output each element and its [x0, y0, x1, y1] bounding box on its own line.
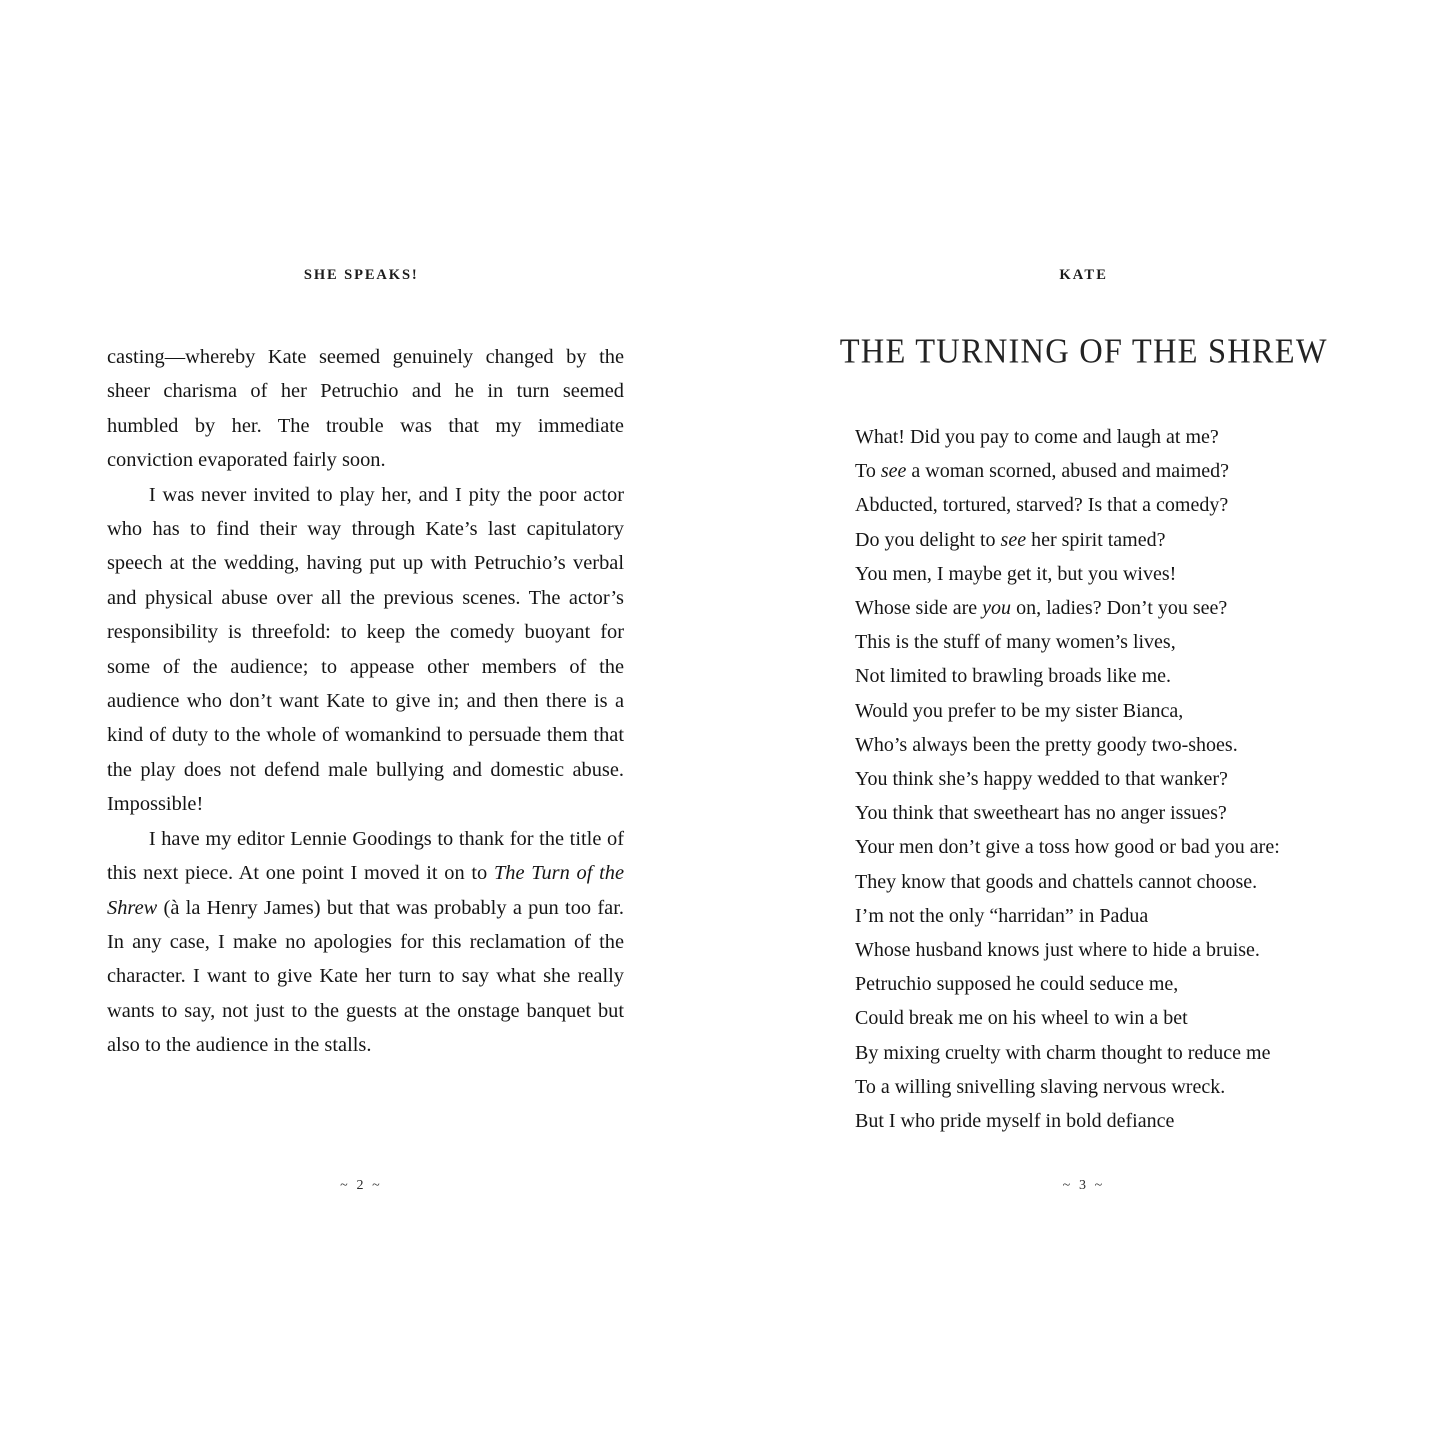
poem-line: Who’s always been the pretty goody two-shoes.: [855, 733, 1238, 756]
poem-line: Whose husband knows just where to hide a bruise.: [855, 939, 1260, 962]
poem-line: Petruchio supposed he could seduce me,: [855, 973, 1179, 996]
folio-right: ~ 3 ~: [1062, 1178, 1105, 1193]
poem-line: Do you delight to see her spirit tamed?: [855, 528, 1166, 551]
poem-line: Would you prefer to be my sister Bianca,: [855, 699, 1184, 722]
poem-line: To a willing snivelling slaving nervous wreck.: [855, 1075, 1226, 1098]
poem-line: What! Did you pay to come and laugh at me?: [855, 426, 1219, 448]
paragraph-2: I was never invited to play her, and I pity the poor actor who has to find their way through Kate’s last capitulatory speech at the wedding, having put up with Petruchio’s verbal and physical abuse over all the previous scenes. The actor’s responsibility is threefold: to keep the comedy buoyant for some of the audience; to appease other members of the audience who don’t want Kate to give in; and then there is a kind of duty to the whole of womankind to persuade them that the play does not defend male bullying and domestic abuse. Impossible!: [107, 483, 624, 816]
paragraph-3: I have my editor Lennie Goodings to thank for the title of this next piece. At one point I moved it on to The Turn of the Shrew (à la Henry James) but that was probably a pun too far. In any case, I make no apologies for this reclamation of the character. I want to give Kate her turn to say what she really wants to say, not just to the guests at the onstage banquet but also to the audience in the stalls.: [107, 827, 624, 1057]
poem-body: [855, 420, 1325, 1138]
poem-line: Could break me on his wheel to win a bet: [855, 1007, 1188, 1030]
poem-line: They know that goods and chattels cannot choose.: [855, 870, 1258, 893]
folio-left: ~ 2 ~: [340, 1178, 383, 1193]
poem-line: But I who pride myself in bold defiance: [855, 1110, 1175, 1133]
poem-line: To see a woman scorned, abused and maimed?: [855, 460, 1230, 483]
poem-line: Whose side are you on, ladies? Don’t you see?: [855, 597, 1228, 620]
poem-line: You think she’s happy wedded to that wanker?: [855, 768, 1228, 791]
running-head-left: SHE SPEAKS!: [303, 267, 419, 283]
poem-title: THE TURNING OF THE SHREW: [839, 332, 1328, 372]
poem-line: This is the stuff of many women’s lives,: [855, 631, 1176, 654]
poem-line: Your men don’t give a toss how good or bad you are:: [855, 836, 1280, 859]
poem-line: Abducted, tortured, starved? Is that a comedy?: [855, 494, 1229, 517]
poem-line: I’m not the only “harridan” in Padua: [855, 904, 1149, 927]
poem-line: You men, I maybe get it, but you wives!: [855, 562, 1177, 585]
poem-line: By mixing cruelty with charm thought to reduce me: [855, 1041, 1271, 1064]
poem-line: You think that sweetheart has no anger issues?: [855, 802, 1227, 825]
poem-line: Not limited to brawling broads like me.: [855, 665, 1172, 688]
body-text-left: [107, 340, 624, 1063]
running-head-right: KATE: [1059, 267, 1109, 283]
paragraph-1: casting—whereby Kate seemed genuinely changed by the sheer charisma of her Petruchio and he in turn seemed humbled by her. The trouble was that my immediate conviction evaporated fairly soon.: [107, 346, 624, 472]
